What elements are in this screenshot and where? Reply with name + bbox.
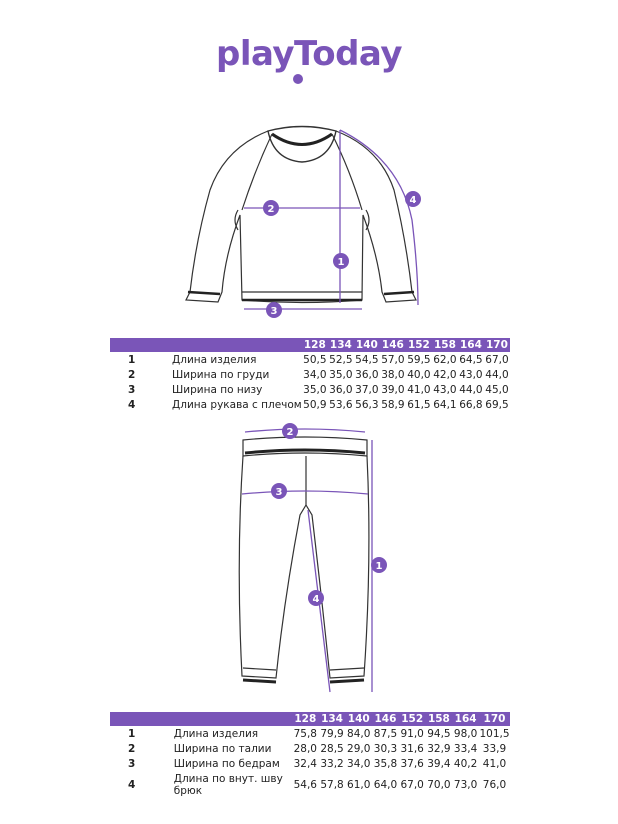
measurement-value: 32,4 xyxy=(293,757,317,770)
size-col: 140 xyxy=(354,338,380,352)
measurement-value: 45,0 xyxy=(485,383,509,396)
table-row xyxy=(110,756,510,771)
size-header-row xyxy=(110,338,510,352)
measurement-value: 66,8 xyxy=(459,398,483,411)
measurement-value: 56,3 xyxy=(355,398,379,411)
measurement-value: 34,0 xyxy=(303,368,327,381)
measurement-label: Ширина по талии xyxy=(173,742,272,755)
size-col: 128 xyxy=(292,712,319,726)
measurement-value: 61,5 xyxy=(407,398,431,411)
measurement-value: 98,0 xyxy=(453,727,478,740)
measurement-value: 30,3 xyxy=(373,742,398,755)
measurement-value: 35,0 xyxy=(329,368,353,381)
measurement-value: 34,0 xyxy=(347,757,371,770)
row-number: 4 xyxy=(128,398,136,411)
size-col: 152 xyxy=(399,712,426,726)
measurement-value: 73,0 xyxy=(453,779,478,791)
size-col: 140 xyxy=(345,712,372,726)
pants-marker-4: 4 xyxy=(312,594,320,605)
measurement-value: 54,5 xyxy=(355,353,379,366)
measurement-value: 43,0 xyxy=(433,383,457,396)
measurement-label xyxy=(174,712,292,726)
size-col: 146 xyxy=(372,712,399,726)
measurement-value: 53,6 xyxy=(329,398,353,411)
measurement-value: 33,2 xyxy=(320,757,344,770)
size-col: 164 xyxy=(458,338,484,352)
measurement-value: 59,5 xyxy=(407,353,431,366)
measurement-value: 67,0 xyxy=(485,353,509,366)
table-row xyxy=(110,771,510,799)
pants-measure-lines xyxy=(242,429,372,692)
row-number: 2 xyxy=(128,368,136,381)
measurement-value: 67,0 xyxy=(400,779,424,791)
measurement-value: 35,0 xyxy=(303,383,327,396)
measurement-value: 33,9 xyxy=(482,742,507,755)
measurement-value: 37,0 xyxy=(355,383,379,396)
pants-marker-1: 1 xyxy=(375,561,383,572)
measurement-value: 64,1 xyxy=(433,398,457,411)
table-row xyxy=(110,397,510,412)
sweatshirt-measure-lines xyxy=(244,130,418,309)
measurement-value: 44,0 xyxy=(459,383,483,396)
measurement-value: 32,9 xyxy=(427,742,451,755)
measurement-value: 76,0 xyxy=(482,779,507,791)
size-col: 170 xyxy=(479,712,510,726)
measurement-value: 36,0 xyxy=(355,368,379,381)
table-row xyxy=(110,367,510,382)
sweatshirt-marker-1: 1 xyxy=(337,257,345,268)
measurement-value: 101,5 xyxy=(479,727,510,740)
measurement-label: Длина изделия xyxy=(172,353,257,366)
row-number xyxy=(110,338,172,352)
measurement-value: 44,0 xyxy=(485,368,509,381)
size-header-row xyxy=(110,712,510,726)
measurement-value: 35,8 xyxy=(373,757,398,770)
measurement-value: 40,2 xyxy=(453,757,478,770)
row-number: 2 xyxy=(128,742,136,755)
measurement-value: 61,0 xyxy=(347,779,371,791)
pants-drawing xyxy=(239,437,369,682)
measurement-value: 58,9 xyxy=(381,398,405,411)
sweatshirt-marker-3: 3 xyxy=(270,306,278,317)
measurement-value: 75,8 xyxy=(293,727,317,740)
measurement-value: 36,0 xyxy=(329,383,353,396)
sweatshirt-marker-2: 2 xyxy=(267,204,275,215)
measurement-value: 29,0 xyxy=(347,742,371,755)
measurement-value: 41,0 xyxy=(407,383,431,396)
measurement-value: 50,5 xyxy=(303,353,327,366)
brand-logo: playToday xyxy=(216,34,402,74)
measurement-value: 39,0 xyxy=(381,383,405,396)
measurement-value: 42,0 xyxy=(433,368,457,381)
size-col: 158 xyxy=(426,712,453,726)
measurement-value: 33,4 xyxy=(453,742,478,755)
size-col: 164 xyxy=(452,712,479,726)
measurement-label xyxy=(172,338,302,352)
measurement-value: 87,5 xyxy=(373,727,398,740)
measurement-label: Длина изделия xyxy=(173,727,259,740)
row-number: 1 xyxy=(128,353,136,366)
measurement-value: 31,6 xyxy=(400,742,424,755)
measurement-value: 94,5 xyxy=(427,727,451,740)
measurement-label: Длина рукава с плечом xyxy=(172,398,302,411)
row-number: 1 xyxy=(128,727,136,740)
table-row xyxy=(110,382,510,397)
measurement-label: Длина по внут. шву брюк xyxy=(173,773,283,797)
row-number: 3 xyxy=(128,383,136,396)
measurement-value: 64,0 xyxy=(373,779,398,791)
measurement-value: 70,0 xyxy=(427,779,451,791)
row-number: 3 xyxy=(128,757,136,770)
size-col: 128 xyxy=(302,338,328,352)
size-col: 170 xyxy=(484,338,510,352)
measurement-value: 79,9 xyxy=(320,727,344,740)
measurement-value: 41,0 xyxy=(482,757,507,770)
measurement-value: 91,0 xyxy=(400,727,424,740)
pants-marker-3: 3 xyxy=(275,487,283,498)
pants-marker-2: 2 xyxy=(286,427,294,438)
measurement-value: 57,0 xyxy=(381,353,405,366)
measurement-value: 28,0 xyxy=(293,742,317,755)
measurement-value: 64,5 xyxy=(459,353,483,366)
row-number: 4 xyxy=(128,779,136,791)
measurement-value: 39,4 xyxy=(427,757,451,770)
measurement-value: 54,6 xyxy=(293,779,317,791)
measurement-value: 62,0 xyxy=(433,353,457,366)
measurement-value: 40,0 xyxy=(407,368,431,381)
measurement-value: 43,0 xyxy=(459,368,483,381)
measurement-value: 28,5 xyxy=(320,742,344,755)
table-row xyxy=(110,726,510,741)
measurement-label: Ширина по бедрам xyxy=(173,757,280,770)
measurement-value: 38,0 xyxy=(381,368,405,381)
measurement-value: 57,8 xyxy=(320,779,344,791)
row-number xyxy=(110,712,174,726)
sweatshirt-drawing xyxy=(186,127,416,303)
table-row xyxy=(110,352,510,367)
size-col: 134 xyxy=(328,338,354,352)
size-col: 158 xyxy=(432,338,458,352)
size-col: 134 xyxy=(319,712,346,726)
size-col: 152 xyxy=(406,338,432,352)
measurement-value: 52,5 xyxy=(329,353,353,366)
measurement-value: 84,0 xyxy=(347,727,371,740)
sweatshirt-size-table xyxy=(110,338,510,412)
table-row xyxy=(110,741,510,756)
measurement-label: Ширина по низу xyxy=(172,383,263,396)
measurement-value: 69,5 xyxy=(485,398,509,411)
measurement-value: 37,6 xyxy=(400,757,424,770)
measurement-label: Ширина по груди xyxy=(172,368,270,381)
sweatshirt-marker-4: 4 xyxy=(409,195,417,206)
measurement-value: 50,9 xyxy=(303,398,327,411)
size-col: 146 xyxy=(380,338,406,352)
pants-size-table xyxy=(110,712,510,799)
